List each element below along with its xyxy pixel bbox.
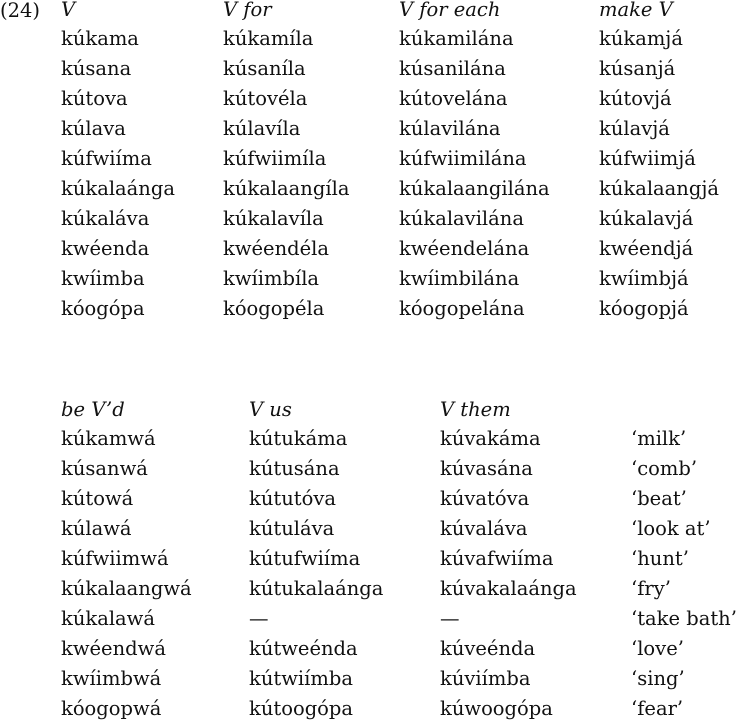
table-cell: kútutóva — [249, 487, 336, 510]
table-cell: kwíimbilána — [399, 267, 520, 290]
gloss-cell: ‘love’ — [631, 637, 684, 660]
table-cell: kúsanjá — [599, 57, 676, 80]
table-cell: kúvatóva — [440, 487, 530, 510]
column-header: be V’d — [61, 398, 125, 421]
gloss-cell: ‘fry’ — [631, 577, 671, 600]
table-cell: kúvafwiíma — [440, 547, 554, 570]
column-v-us — [249, 399, 383, 724]
table-cell: kútuláva — [249, 517, 335, 540]
table-cell: kóogópa — [61, 297, 145, 320]
table-cell: kútweénda — [249, 637, 358, 660]
column-v — [61, 0, 175, 324]
table-cell: kwíimba — [61, 267, 145, 290]
column-gloss — [631, 399, 737, 724]
column-header: V for — [223, 0, 272, 21]
table-cell: kútovéla — [223, 87, 308, 110]
table-cell: kúsana — [61, 57, 132, 80]
table-cell: kúfwiíma — [61, 147, 152, 170]
table-cell: kútufwiíma — [249, 547, 361, 570]
table-cell: kúveénda — [440, 637, 536, 660]
table-cell: kúkama — [61, 27, 139, 50]
table-cell: kúfwiimwá — [61, 547, 169, 570]
column-be-v-d — [61, 399, 192, 724]
table-cell: kúsanilána — [399, 57, 506, 80]
table-cell: kúvakáma — [440, 427, 541, 450]
example-number: (24) — [0, 0, 41, 22]
table-cell: kúkamilána — [399, 27, 514, 50]
table-cell: kwéendjá — [599, 237, 694, 260]
gloss-cell: ‘milk’ — [631, 427, 687, 450]
column-v-for — [223, 0, 349, 324]
table-cell: kúlavjá — [599, 117, 670, 140]
table-cell: kútoogópa — [249, 697, 354, 720]
table-cell: kúkalaangjá — [599, 177, 720, 200]
table-cell: kóogopwá — [61, 697, 162, 720]
table-cell: kóogopelána — [399, 297, 525, 320]
column-header-empty — [631, 399, 737, 421]
table-cell: kútukalaánga — [249, 577, 384, 600]
table-cell: kwéendelána — [399, 237, 530, 260]
table-cell: kúvasána — [440, 457, 533, 480]
table-cell: kwíimbjá — [599, 267, 689, 290]
table-cell: kwíimbíla — [223, 267, 320, 290]
gloss-cell: ‘fear’ — [631, 697, 684, 720]
table-cell: kúkalavilána — [399, 207, 524, 230]
table-cell: kúkalaánga — [61, 177, 175, 200]
gloss-cell: ‘beat’ — [631, 487, 687, 510]
column-header: V for each — [399, 0, 501, 21]
table-cell: kúfwiimíla — [223, 147, 327, 170]
column-header: V — [61, 0, 76, 21]
table-cell: kúsanwá — [61, 457, 148, 480]
table-cell: kóogopéla — [223, 297, 325, 320]
table-cell: kútovelána — [399, 87, 508, 110]
table-cell: kúlava — [61, 117, 126, 140]
column-v-them — [440, 399, 577, 724]
table-cell: kútowá — [61, 487, 134, 510]
column-header: make V — [599, 0, 673, 21]
table-cell: kútwiímba — [249, 667, 353, 690]
table-cell: kúkaláva — [61, 207, 150, 230]
table-cell: kwéenda — [61, 237, 150, 260]
table-cell: kúfwiimjá — [599, 147, 696, 170]
table-cell: kúkalavjá — [599, 207, 694, 230]
table-cell: kúsaníla — [223, 57, 306, 80]
column-header: V us — [249, 398, 292, 421]
table-cell: — — [440, 607, 460, 630]
table-cell: kúkalaangíla — [223, 177, 350, 200]
table-cell: kwíimbwá — [61, 667, 162, 690]
table-cell: kóogopjá — [599, 297, 689, 320]
gloss-cell: ‘sing’ — [631, 667, 685, 690]
table-cell: kútova — [61, 87, 128, 110]
gloss-cell: ‘hunt’ — [631, 547, 689, 570]
table-cell: kúviímba — [440, 667, 531, 690]
table-cell: kútusána — [249, 457, 340, 480]
table-cell: kwéendwá — [61, 637, 166, 660]
table-cell: kúvaláva — [440, 517, 528, 540]
table-cell: kúkalawá — [61, 607, 155, 630]
table-cell: kúkalaangwá — [61, 577, 192, 600]
table-cell: kúkalavíla — [223, 207, 324, 230]
table-cell: kútukáma — [249, 427, 348, 450]
table-cell: kúvakalaánga — [440, 577, 577, 600]
table-cell: kúfwiimilána — [399, 147, 527, 170]
table-cell: kúkamjá — [599, 27, 683, 50]
table-cell: kúkalaangilána — [399, 177, 550, 200]
column-make-v — [599, 0, 719, 324]
table-cell: kúkamwá — [61, 427, 156, 450]
gloss-cell: ‘look at’ — [631, 517, 711, 540]
table-cell: kúkamíla — [223, 27, 314, 50]
table-cell: — — [249, 607, 269, 630]
table-cell: kúlavíla — [223, 117, 301, 140]
table-cell: kwéendéla — [223, 237, 330, 260]
table-cell: kúwoogópa — [440, 697, 553, 720]
table-cell: kúlawá — [61, 517, 132, 540]
column-header: V them — [440, 398, 511, 421]
table-cell: kúlavilána — [399, 117, 501, 140]
table-cell: kútovjá — [599, 87, 672, 110]
gloss-cell: ‘take bath’ — [631, 607, 737, 630]
gloss-cell: ‘comb’ — [631, 457, 698, 480]
column-v-for-each — [399, 0, 550, 324]
